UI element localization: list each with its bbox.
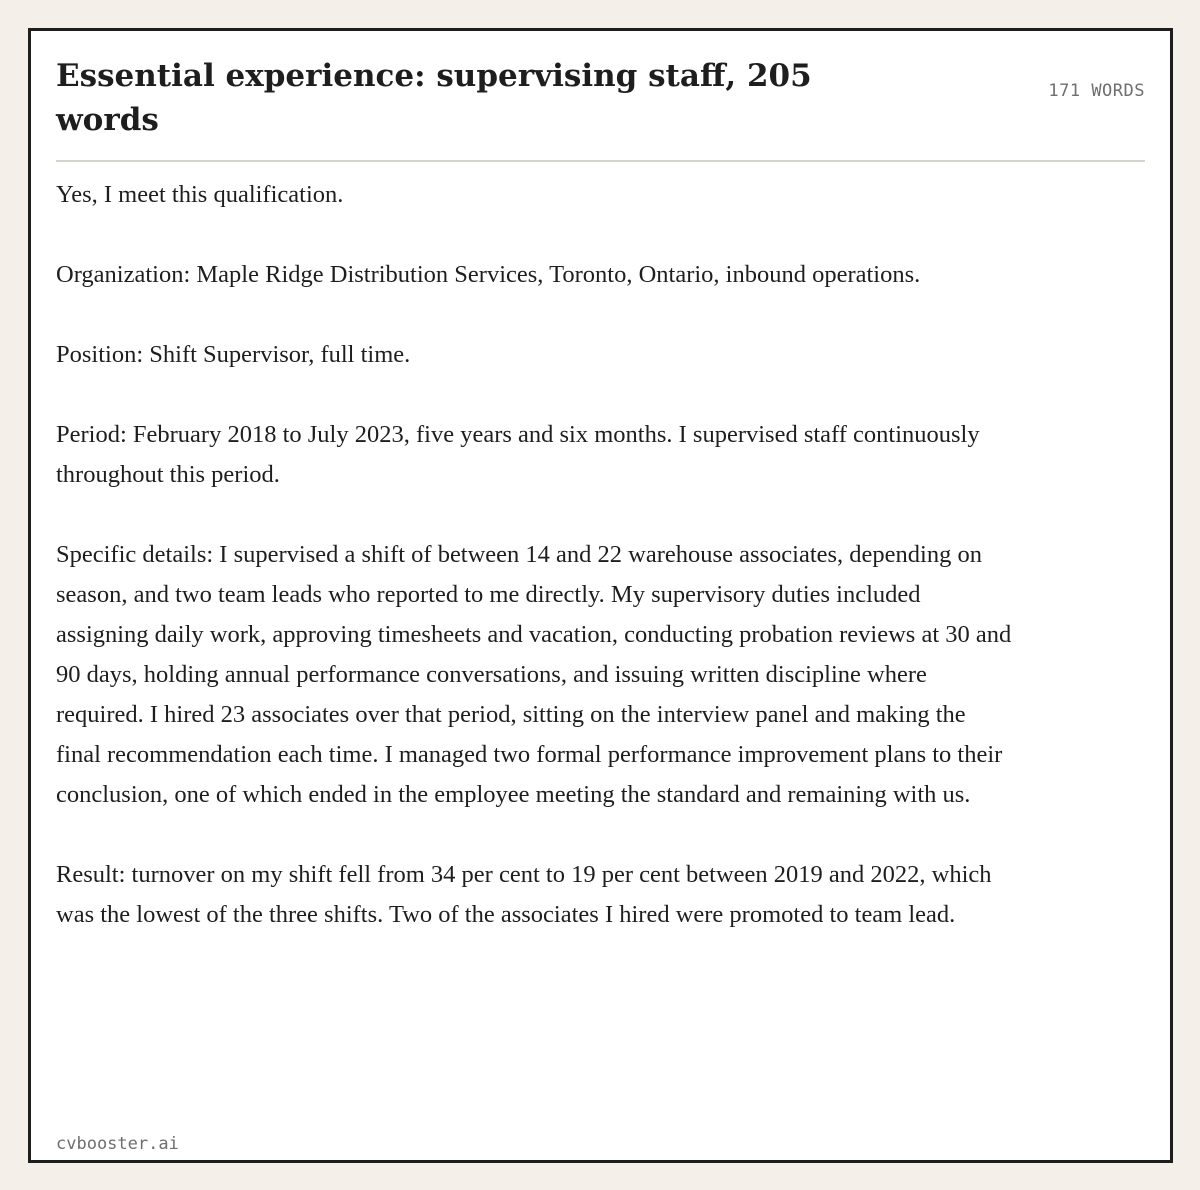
answer-card (28, 28, 1173, 1163)
paragraph-period: Period: February 2018 to July 2023, five years and six months. I supervised staff continuously throughout this period. (56, 421, 980, 488)
paragraph-organization: Organization: Maple Ridge Distribution Services, Toronto, Ontario, inbound operations. (56, 261, 921, 288)
paragraph-result: Result: turnover on my shift fell from 34 per cent to 19 per cent between 2019 and 2022, which was the lowest of the three shifts. Two of the associates I hired were promoted to team lead. (56, 861, 992, 928)
answer-body (56, 175, 1016, 975)
word-count-badge: 171 WORDS (1048, 81, 1145, 101)
paragraph-qualification: Yes, I meet this qualification. (56, 181, 344, 208)
answer-title: Essential experience: supervising staff, 205 words (56, 58, 812, 138)
footer-brand: cvbooster.ai (56, 1134, 179, 1154)
card-header (56, 49, 1145, 162)
paragraph-position: Position: Shift Supervisor, full time. (56, 341, 411, 368)
paragraph-specific-details: Specific details: I supervised a shift of between 14 and 22 warehouse associates, depending on season, and two team leads who reported to me directly. My supervisory duties included assigning daily work, approving timesheets and vacation, conducting probation reviews at 30 and 90 days, holding annual performance conversations, and issuing written discipline where required. I hired 23 associates over that period, sitting on the interview panel and making the final recommendation each time. I managed two formal performance improvement plans to their conclusion, one of which ended in the employee meeting the standard and remaining with us. (56, 541, 1012, 808)
